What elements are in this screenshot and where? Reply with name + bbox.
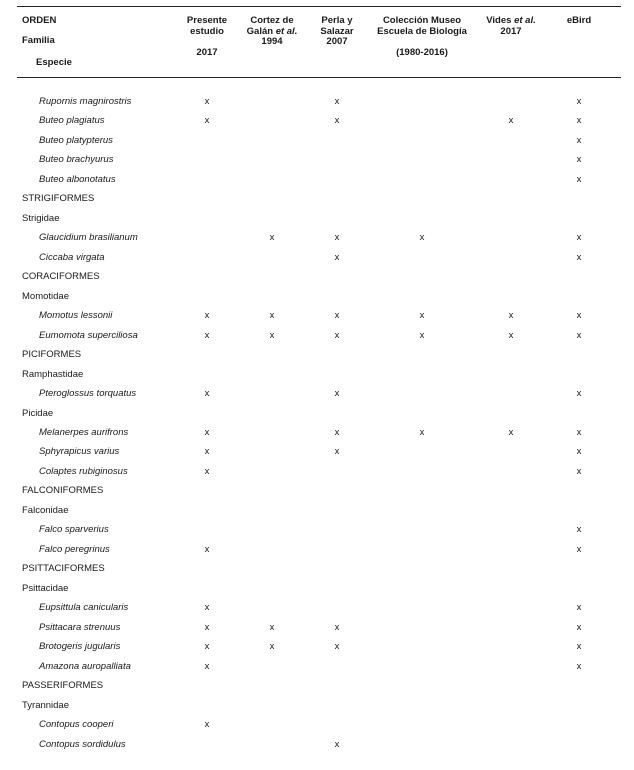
presence-mark: x bbox=[576, 465, 582, 477]
presence-mark: x bbox=[269, 232, 275, 244]
presence-mark: x bbox=[204, 641, 210, 653]
presence-mark: x bbox=[576, 641, 582, 653]
presence-mark: x bbox=[576, 660, 582, 672]
presence-mark: x bbox=[204, 96, 210, 107]
species-row bbox=[0, 462, 634, 481]
presence-mark: x bbox=[508, 329, 514, 341]
presence-mark: x bbox=[269, 641, 275, 653]
species-row bbox=[0, 306, 634, 325]
presence-mark: x bbox=[576, 232, 582, 244]
presence-mark: x bbox=[334, 738, 340, 750]
family-label-falconidae: Falconidae bbox=[22, 504, 69, 516]
presence-mark: x bbox=[576, 388, 582, 400]
header-orden: ORDEN bbox=[22, 15, 57, 26]
species-row bbox=[0, 540, 634, 559]
presence-mark: x bbox=[334, 232, 340, 244]
species-row bbox=[0, 637, 634, 656]
presence-mark: x bbox=[576, 524, 582, 536]
species-label-psittacara-strenuus: Psittacara strenuus bbox=[39, 621, 121, 633]
presence-mark: x bbox=[269, 621, 275, 633]
species-row bbox=[0, 423, 634, 442]
presence-mark: x bbox=[419, 329, 425, 341]
family-label-momotidae: Momotidae bbox=[22, 290, 69, 302]
species-row bbox=[0, 326, 634, 345]
presence-mark: x bbox=[334, 310, 340, 322]
presence-mark: x bbox=[334, 388, 340, 400]
family-row bbox=[0, 287, 634, 306]
presence-mark: x bbox=[576, 621, 582, 633]
header-ebird: eBird bbox=[566, 15, 592, 26]
order-row bbox=[0, 676, 634, 695]
species-label-colaptes-rubiginosus: Colaptes rubiginosus bbox=[39, 465, 128, 477]
family-label-ramphastidae: Ramphastidae bbox=[22, 368, 84, 380]
presence-mark: x bbox=[334, 446, 340, 458]
order-row bbox=[0, 559, 634, 578]
species-label-buteo-plagiatus: Buteo plagiatus bbox=[39, 115, 105, 127]
order-label-strigiformes: STRIGIFORMES bbox=[22, 193, 95, 205]
species-row bbox=[0, 131, 634, 150]
species-row bbox=[0, 248, 634, 267]
presence-mark: x bbox=[334, 329, 340, 341]
presence-mark: x bbox=[269, 329, 275, 341]
header-presente-estudio: Presente estudio 2017 bbox=[186, 15, 228, 58]
order-label-psittaciformes: PSITTACIFORMES bbox=[22, 563, 105, 575]
presence-mark: x bbox=[269, 310, 275, 322]
family-row bbox=[0, 579, 634, 598]
species-label-buteo-albonotatus: Buteo albonotatus bbox=[39, 173, 116, 185]
species-label-glaucidium-brasilianum: Glaucidium brasilianum bbox=[39, 232, 138, 244]
presence-mark: x bbox=[576, 251, 582, 263]
family-row bbox=[0, 209, 634, 228]
presence-mark: x bbox=[204, 310, 210, 322]
family-row bbox=[0, 501, 634, 520]
presence-mark: x bbox=[576, 96, 582, 107]
presence-mark: x bbox=[334, 115, 340, 127]
species-row bbox=[0, 735, 634, 754]
species-label-falco-peregrinus: Falco peregrinus bbox=[39, 543, 110, 555]
species-label-pteroglossus-torquatus: Pteroglossus torquatus bbox=[39, 388, 137, 400]
order-label-passeriformes: PASSERIFORMES bbox=[22, 680, 104, 692]
presence-mark: x bbox=[334, 251, 340, 263]
species-label-ciccaba-virgata: Ciccaba virgata bbox=[39, 251, 105, 263]
species-label-melanerpes-aurifrons: Melanerpes aurifrons bbox=[39, 426, 129, 438]
presence-mark: x bbox=[204, 621, 210, 633]
species-label-momotus-lessonii: Momotus lessonii bbox=[39, 310, 113, 322]
species-row bbox=[0, 384, 634, 403]
family-row bbox=[0, 696, 634, 715]
presence-mark: x bbox=[576, 154, 582, 166]
species-row bbox=[0, 618, 634, 637]
species-row bbox=[0, 442, 634, 461]
presence-mark: x bbox=[204, 426, 210, 438]
presence-mark: x bbox=[508, 426, 514, 438]
presence-mark: x bbox=[334, 96, 340, 107]
species-row bbox=[0, 111, 634, 130]
header-familia: Familia bbox=[22, 35, 55, 46]
presence-mark: x bbox=[508, 310, 514, 322]
species-label-amazona-auropalliata: Amazona auropalliata bbox=[39, 660, 131, 672]
species-row bbox=[0, 92, 634, 111]
presence-mark: x bbox=[508, 115, 514, 127]
presence-mark: x bbox=[576, 173, 582, 185]
family-label-picidae: Picidae bbox=[22, 407, 54, 419]
presence-mark: x bbox=[334, 641, 340, 653]
presence-mark: x bbox=[576, 115, 582, 127]
presence-mark: x bbox=[204, 329, 210, 341]
order-row bbox=[0, 267, 634, 286]
order-row bbox=[0, 345, 634, 364]
species-row bbox=[0, 598, 634, 617]
species-label-contopus-sordidulus: Contopus sordidulus bbox=[39, 738, 126, 750]
order-row bbox=[0, 481, 634, 500]
presence-mark: x bbox=[204, 465, 210, 477]
presence-mark: x bbox=[204, 388, 210, 400]
presence-mark: x bbox=[204, 446, 210, 458]
species-label-buteo-platypterus: Buteo platypterus bbox=[39, 134, 113, 146]
species-row bbox=[0, 150, 634, 169]
presence-mark: x bbox=[204, 660, 210, 672]
header-coleccion-museo: Colección Museo Escuela de Biología (1980-2016) bbox=[377, 15, 467, 58]
species-label-sphyrapicus-varius: Sphyrapicus varius bbox=[39, 446, 120, 458]
presence-mark: x bbox=[419, 426, 425, 438]
presence-mark: x bbox=[576, 543, 582, 555]
species-label-contopus-cooperi: Contopus cooperi bbox=[39, 719, 114, 731]
presence-mark: x bbox=[576, 426, 582, 438]
order-label-coraciformes: CORACIFORMES bbox=[22, 271, 100, 283]
species-row bbox=[0, 170, 634, 189]
presence-mark: x bbox=[576, 310, 582, 322]
species-row bbox=[0, 228, 634, 247]
presence-mark: x bbox=[576, 329, 582, 341]
species-row bbox=[0, 657, 634, 676]
presence-mark: x bbox=[576, 134, 582, 146]
order-row bbox=[0, 189, 634, 208]
header-especie: Especie bbox=[36, 57, 72, 68]
presence-mark: x bbox=[576, 446, 582, 458]
presence-mark: x bbox=[204, 115, 210, 127]
family-label-strigidae: Strigidae bbox=[22, 212, 60, 224]
order-label-piciformes: PICIFORMES bbox=[22, 349, 82, 361]
table-top-rule bbox=[17, 6, 621, 7]
family-row bbox=[0, 404, 634, 423]
presence-mark: x bbox=[419, 232, 425, 244]
presence-mark: x bbox=[204, 602, 210, 614]
species-label-rupornis-magnirostris: Rupornis magnirostris bbox=[39, 96, 132, 107]
presence-mark: x bbox=[576, 602, 582, 614]
family-row bbox=[0, 365, 634, 384]
family-label-psittacidae: Psittacidae bbox=[22, 582, 69, 594]
species-label-falco-sparverius: Falco sparverius bbox=[39, 524, 109, 536]
header-perla-y-salazar: Perla y Salazar 2007 bbox=[320, 15, 354, 47]
species-label-eumomota-superciliosa: Eumomota superciliosa bbox=[39, 329, 138, 341]
presence-mark: x bbox=[419, 310, 425, 322]
species-label-eupsittula-canicularis: Eupsittula canicularis bbox=[39, 602, 129, 614]
presence-mark: x bbox=[334, 621, 340, 633]
order-label-falconiformes: FALCONIFORMES bbox=[22, 485, 104, 497]
species-row bbox=[0, 520, 634, 539]
species-row bbox=[0, 715, 634, 734]
header-vides-et-al: Vides et al. 2017 bbox=[486, 15, 536, 37]
presence-mark: x bbox=[204, 543, 210, 555]
header-bottom-rule bbox=[17, 77, 621, 78]
presence-mark: x bbox=[204, 719, 210, 731]
species-label-buteo-brachyurus: Buteo brachyurus bbox=[39, 154, 114, 166]
header-cortez-de-galan: Cortez de Galán et al. 1994 bbox=[246, 15, 298, 47]
presence-mark: x bbox=[334, 426, 340, 438]
family-label-tyrannidae: Tyrannidae bbox=[22, 699, 70, 711]
species-label-brotogeris-jugularis: Brotogeris jugularis bbox=[39, 641, 121, 653]
